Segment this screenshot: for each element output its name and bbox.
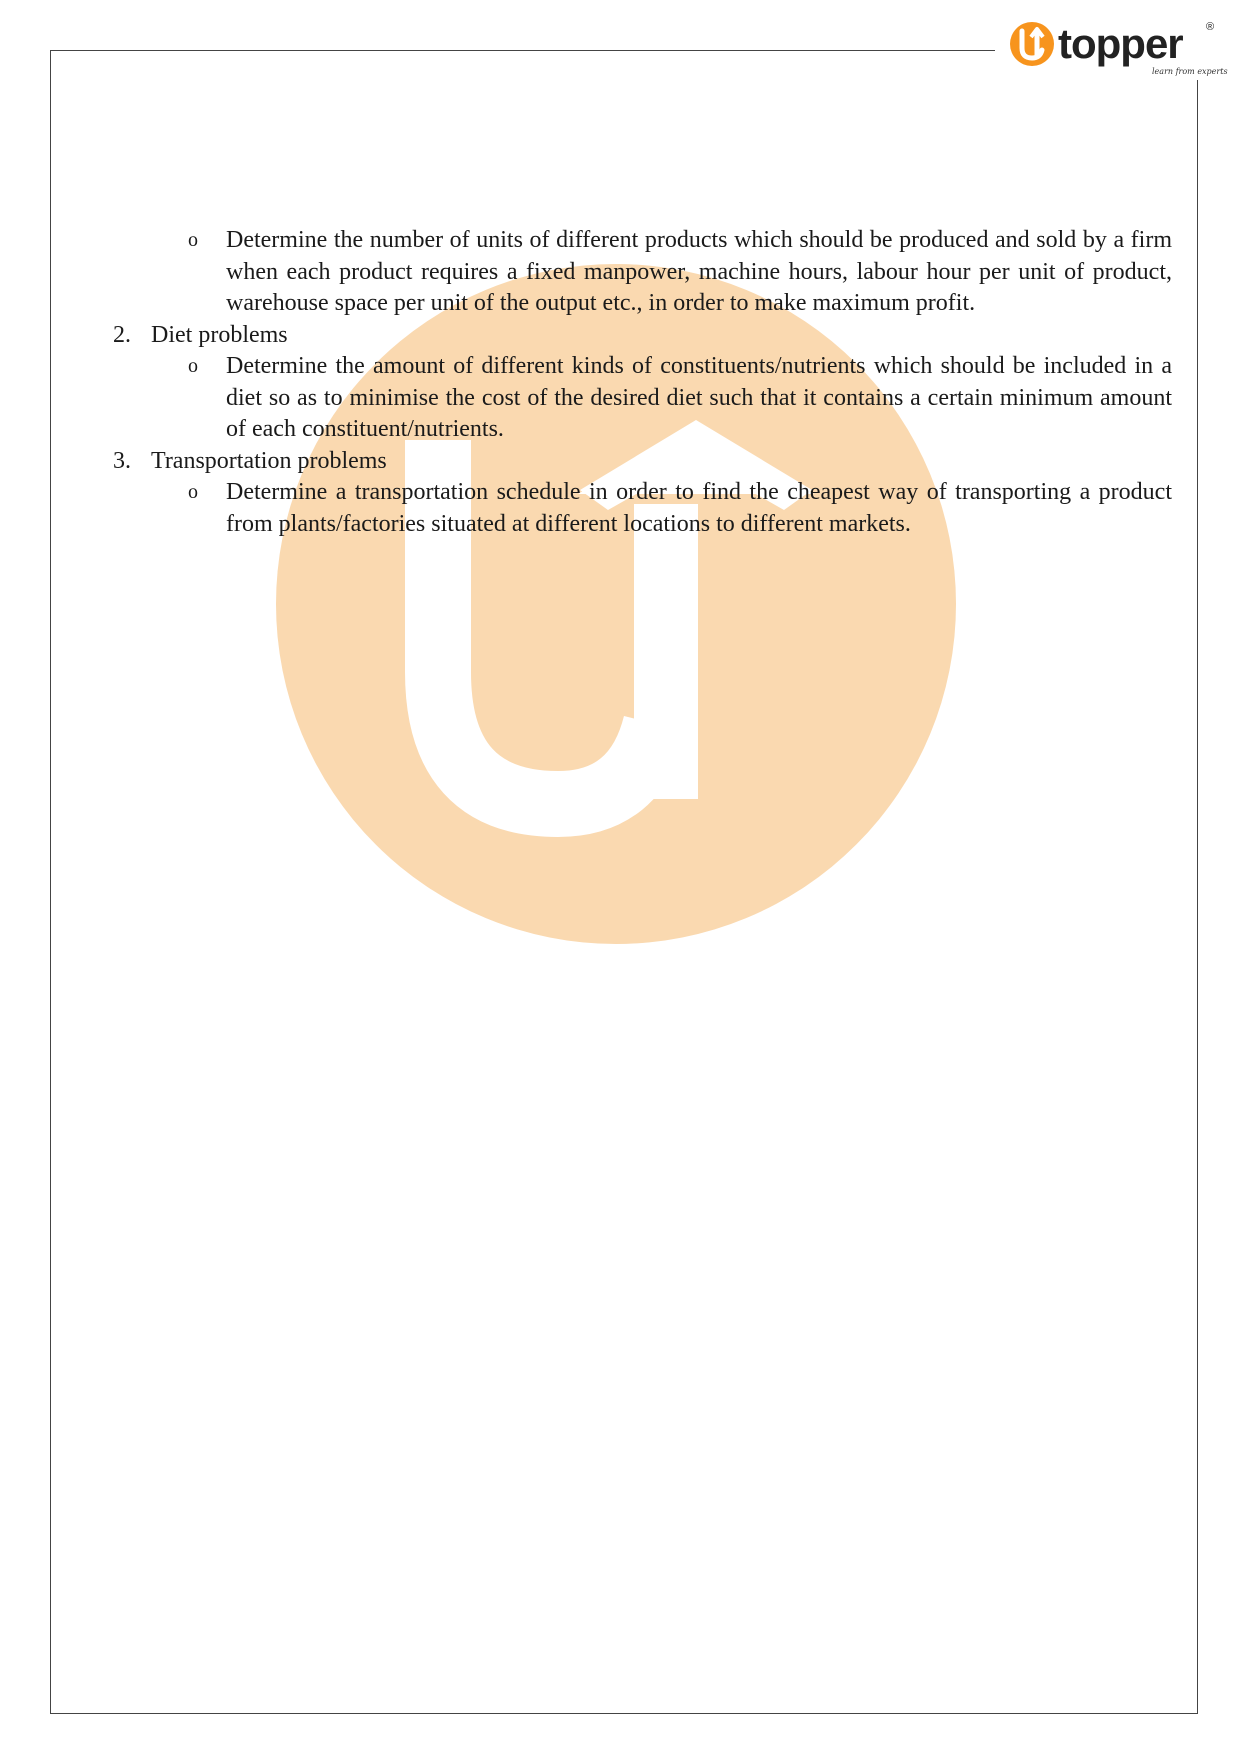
item-title: Diet problems <box>151 321 288 348</box>
brand-logo <box>1008 18 1228 80</box>
bullet-marker: o <box>188 355 198 377</box>
svg-text:learn from experts: learn from experts <box>1152 67 1228 76</box>
item-number: 3. <box>113 447 131 474</box>
topper-logo-icon <box>1008 18 1228 80</box>
transportation-sub-item <box>188 477 1172 540</box>
list-item-transportation <box>113 446 1241 478</box>
intro-text: Determine the number of units of different products which should be produced and sold by a firm when each product requires a fixed manpower, machine hours, labour hour per unit of product, warehouse space per unit of the output etc., in order to make maximum profit. <box>226 227 1172 316</box>
bullet-marker: o <box>188 481 198 503</box>
diet-text: Determine the amount of different kinds of constituents/nutrients which should be included in a diet so as to minimise the cost of the desired diet such that it contains a certain minimum amount of each constituent/nutrients. <box>226 353 1172 442</box>
intro-sub-item <box>188 225 1172 320</box>
svg-text:®: ® <box>1206 21 1215 33</box>
bullet-marker: o <box>188 229 198 251</box>
item-title: Transportation problems <box>151 447 387 474</box>
svg-text:topper: topper <box>1058 20 1183 67</box>
list-item-diet <box>113 320 1241 352</box>
document-content <box>0 225 1241 540</box>
item-number: 2. <box>113 321 131 348</box>
transportation-text: Determine a transportation schedule in order to find the cheapest way of transporting a product from plants/factories situated at different locations to different markets. <box>226 479 1172 537</box>
diet-sub-item <box>188 351 1172 446</box>
